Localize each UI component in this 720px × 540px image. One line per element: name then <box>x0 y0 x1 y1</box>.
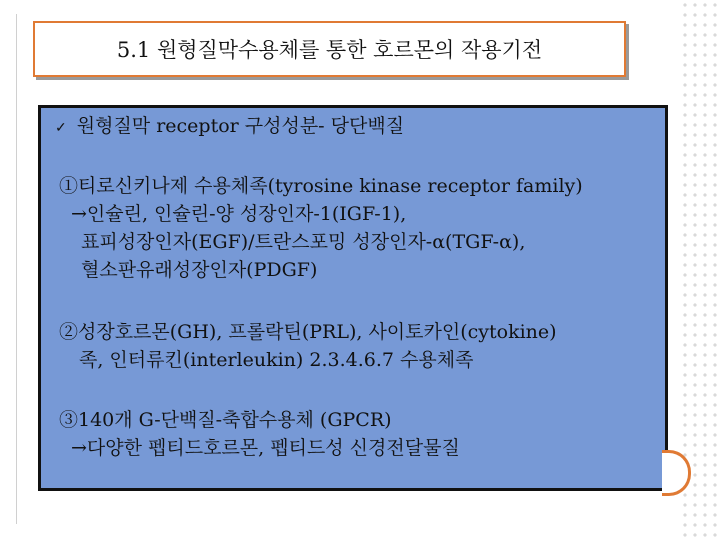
section-1-line-2: →인슐린, 인슐린-양 성장인자-1(IGF-1), <box>71 203 407 225</box>
section-1-line-3: 표피성장인자(EGF)/트란스포밍 성장인자-α(TGF-α), <box>81 231 526 253</box>
section-2 <box>59 318 557 374</box>
section-3-line-1: ③140개 G-단백질-축합수용체 (GPCR) <box>59 409 392 431</box>
checkmark-icon: ✓ <box>55 120 67 136</box>
section-3-line-2: →다양한 펩티드호르몬, 펩티드성 신경전달물질 <box>71 437 460 459</box>
section-3 <box>59 406 460 462</box>
section-1 <box>59 172 583 284</box>
section-1-line-1: ①티로신키나제 수용체족(tyrosine kinase receptor family) <box>59 175 583 197</box>
content-panel <box>38 105 668 491</box>
bullet-item <box>55 112 404 142</box>
section-1-line-4: 혈소판유래성장인자(PDGF) <box>81 259 318 281</box>
bullet-text: 원형질막 receptor 구성성분- 당단백질 <box>76 115 405 137</box>
slide-title: 5.1 원형질막수용체를 통한 호르몬의 작용기전 <box>116 38 543 62</box>
slide-title-box <box>33 21 626 77</box>
section-2-line-2: 족, 인터류킨(interleukin) 2.3.4.6.7 수용체족 <box>79 349 474 371</box>
section-2-line-1: ②성장호르몬(GH), 프롤락틴(PRL), 사이토카인(cytokine) <box>59 321 557 343</box>
